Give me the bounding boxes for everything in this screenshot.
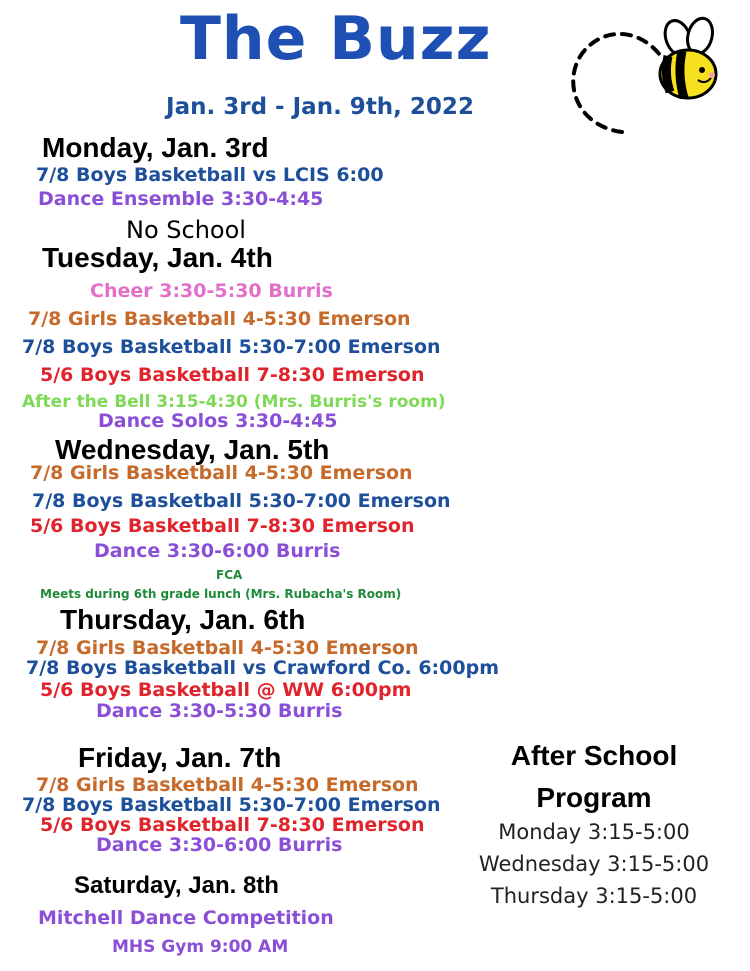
- event-item: 5/6 Boys Basketball @ WW 6:00pm: [40, 679, 412, 701]
- event-item: Dance Ensemble 3:30-4:45: [38, 188, 324, 210]
- event-item: 7/8 Girls Basketball 4-5:30 Emerson: [28, 308, 411, 330]
- event-item: Dance Solos 3:30-4:45: [98, 410, 338, 432]
- event-item: 7/8 Boys Basketball 5:30-7:00 Emerson: [32, 490, 451, 512]
- event-item: FCA: [216, 568, 243, 582]
- event-item: 7/8 Girls Basketball 4-5:30 Emerson: [30, 462, 413, 484]
- bee-icon: [560, 10, 730, 140]
- event-item: 7/8 Boys Basketball 5:30-7:00 Emerson: [22, 794, 441, 816]
- day-heading-tuesday: Tuesday, Jan. 4th: [42, 242, 273, 273]
- event-item: 5/6 Boys Basketball 7-8:30 Emerson: [40, 814, 425, 836]
- page-title: The Buzz: [180, 4, 492, 74]
- date-range: Jan. 3rd - Jan. 9th, 2022: [166, 94, 474, 120]
- no-school-note: No School: [126, 216, 246, 244]
- event-item: 7/8 Girls Basketball 4-5:30 Emerson: [36, 774, 419, 796]
- event-item: 7/8 Boys Basketball 5:30-7:00 Emerson: [22, 336, 441, 358]
- day-heading-saturday: Saturday, Jan. 8th: [74, 872, 279, 899]
- after-school-title: After School: [510, 740, 678, 771]
- day-heading-friday: Friday, Jan. 7th: [78, 742, 282, 773]
- day-heading-wednesday: Wednesday, Jan. 5th: [55, 434, 330, 465]
- event-item: Cheer 3:30-5:30 Burris: [90, 280, 333, 302]
- event-item: 5/6 Boys Basketball 7-8:30 Emerson: [30, 515, 415, 537]
- after-school-time: Wednesday 3:15-5:00: [478, 852, 710, 876]
- event-item: 7/8 Boys Basketball vs Crawford Co. 6:00pm: [26, 657, 499, 679]
- event-item: Mitchell Dance Competition: [38, 907, 334, 929]
- event-item: 7/8 Boys Basketball vs LCIS 6:00: [36, 164, 384, 186]
- event-item: MHS Gym 9:00 AM: [112, 937, 289, 957]
- event-item: Meets during 6th grade lunch (Mrs. Rubacha's Room): [40, 587, 402, 601]
- event-item: Dance 3:30-6:00 Burris: [94, 540, 341, 562]
- event-item: Dance 3:30-5:30 Burris: [96, 700, 343, 722]
- after-school-time: Thursday 3:15-5:00: [490, 884, 698, 908]
- event-item: 5/6 Boys Basketball 7-8:30 Emerson: [40, 364, 425, 386]
- event-item: 7/8 Girls Basketball 4-5:30 Emerson: [36, 637, 419, 659]
- event-item: Dance 3:30-6:00 Burris: [96, 834, 343, 856]
- day-heading-thursday: Thursday, Jan. 6th: [60, 604, 306, 635]
- event-item: After the Bell 3:15-4:30 (Mrs. Burris's room): [22, 392, 446, 412]
- after-school-title: Program: [536, 782, 652, 813]
- day-heading-monday: Monday, Jan. 3rd: [42, 132, 269, 163]
- after-school-time: Monday 3:15-5:00: [498, 820, 690, 844]
